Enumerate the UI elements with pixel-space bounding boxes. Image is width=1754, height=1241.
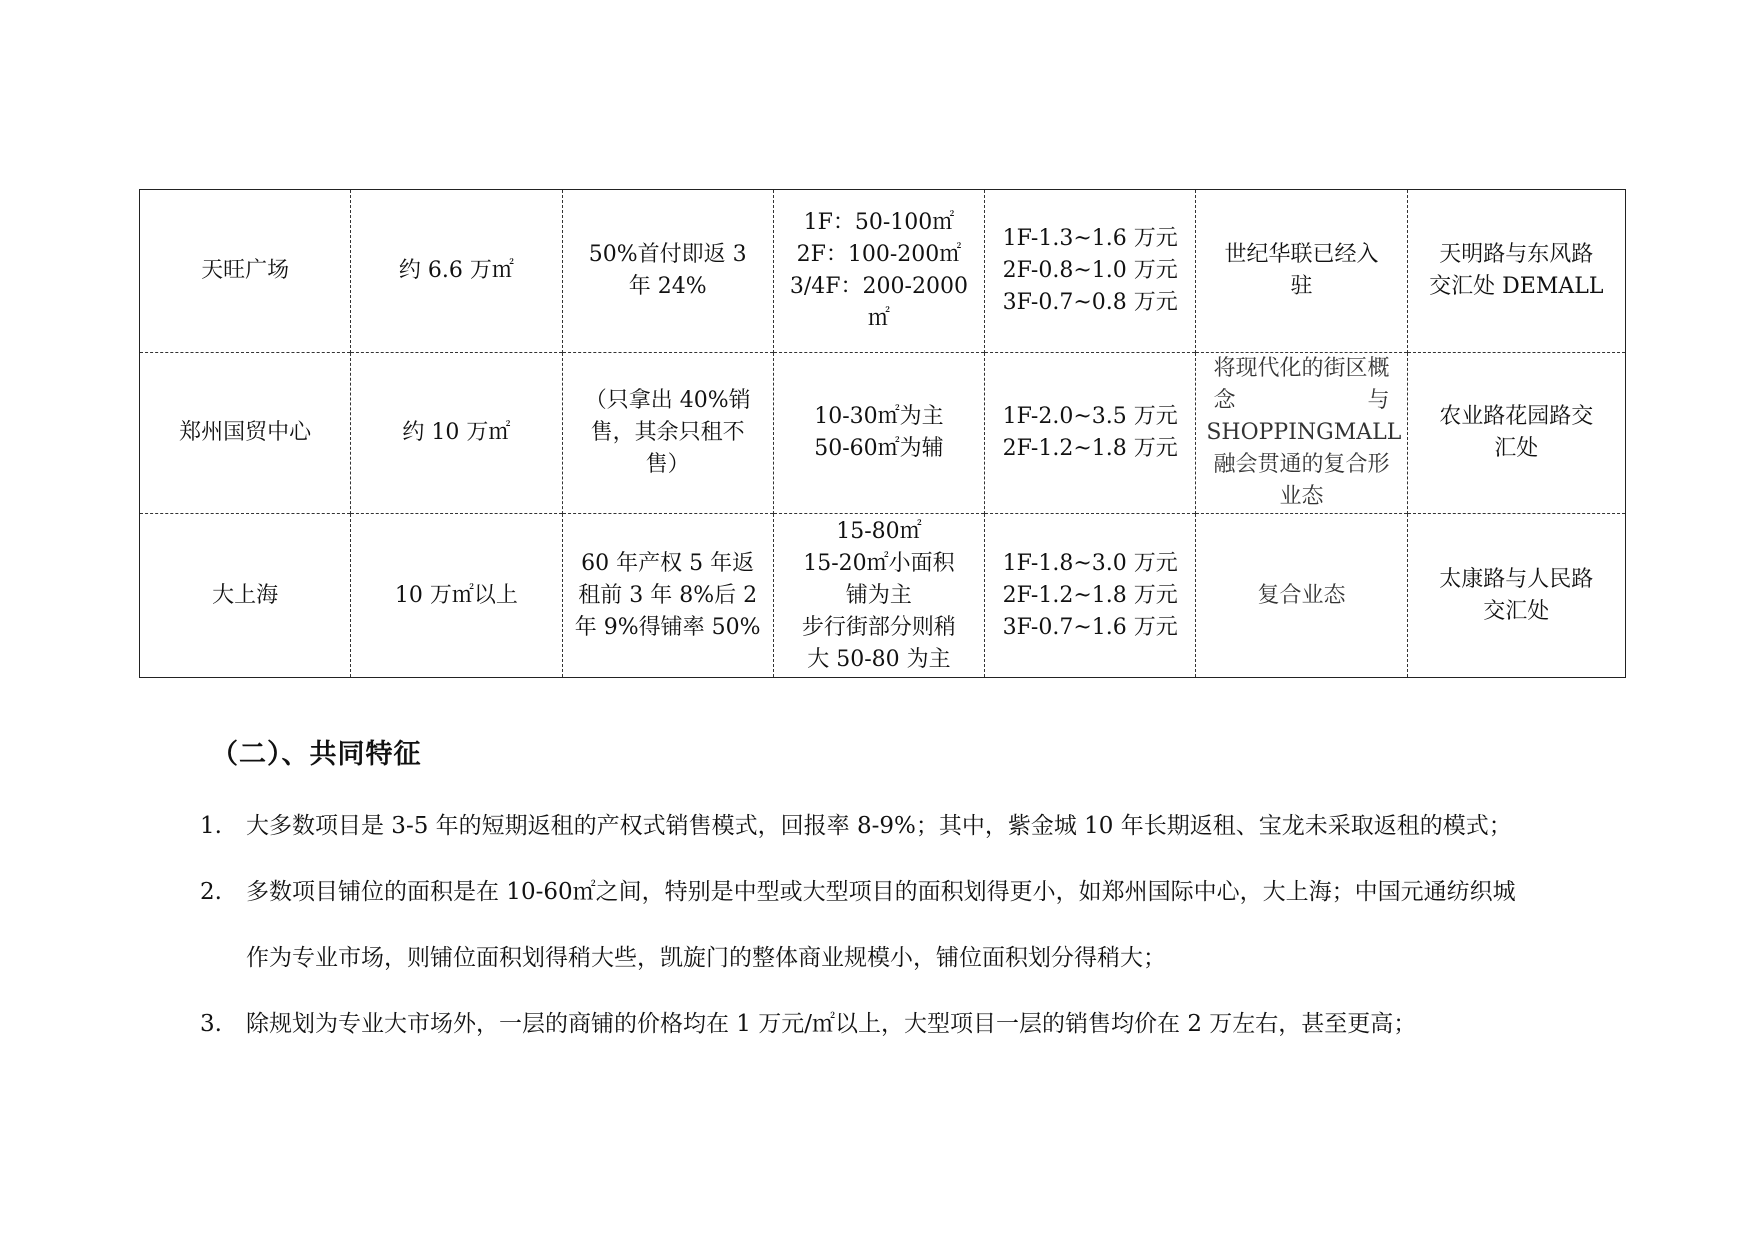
terms-cell: 50%首付即返 3 年 24%	[562, 190, 773, 353]
list-item	[200, 1008, 1416, 1040]
section-heading: （二）、共同特征	[211, 739, 422, 770]
terms-cell: （只拿出 40%销 售，其余只租不 售）	[562, 353, 773, 514]
shop-size-cell: 15-80㎡ 15-20㎡小面积 铺为主 步行街部分则稍 大 50-80 为主	[773, 514, 984, 678]
location-cell: 天明路与东风路 交汇处 DEMALL	[1407, 190, 1625, 353]
area-cell: 10 万㎡以上	[351, 514, 562, 678]
terms-cell: 60 年产权 5 年返 租前 3 年 8%后 2 年 9%得铺率 50%	[562, 514, 773, 678]
project-name-cell: 大上海	[140, 514, 351, 678]
table-row	[140, 353, 1626, 514]
project-name-cell: 郑州国贸中心	[140, 353, 351, 514]
location-cell: 太康路与人民路 交汇处	[1407, 514, 1625, 678]
project-comparison-table	[139, 189, 1626, 678]
area-cell: 约 6.6 万㎡	[351, 190, 562, 353]
shop-size-cell: 1F：50-100㎡ 2F：100-200㎡ 3/4F：200-2000 ㎡	[773, 190, 984, 353]
list-text: 大多数项目是 3-5 年的短期返租的产权式销售模式，回报率 8-9%；其中，紫金城 10 年长期返租、宝龙未采取返租的模式；	[246, 813, 1512, 839]
list-item-continuation: 作为专业市场，则铺位面积划得稍大些，凯旋门的整体商业规模小，铺位面积划分得稍大；	[246, 945, 1166, 971]
list-number: 1.	[200, 813, 222, 839]
project-name-cell: 天旺广场	[201, 258, 290, 283]
list-text: 多数项目铺位的面积是在 10-60㎡之间，特别是中型或大型项目的面积划得更小，如郑州国际中心，大上海；中国元通纺织城	[246, 879, 1516, 905]
price-cell: 1F-1.8~3.0 万元 2F-1.2~1.8 万元 3F-0.7~1.6 万元	[985, 514, 1196, 678]
shop-size-cell: 10-30㎡为主 50-60㎡为辅	[773, 353, 984, 514]
table-row	[140, 514, 1626, 678]
area-cell: 约 10 万㎡	[351, 353, 562, 514]
price-cell: 1F-1.3~1.6 万元 2F-0.8~1.0 万元 3F-0.7~0.8 万元	[985, 190, 1196, 353]
list-number: 2.	[200, 879, 222, 905]
price-cell: 1F-2.0~3.5 万元 2F-1.2~1.8 万元	[985, 353, 1196, 514]
location-cell: 农业路花园路交 汇处	[1407, 353, 1625, 514]
format-cell: 世纪华联已经入 驻	[1196, 190, 1407, 353]
table-row	[140, 190, 1626, 353]
format-cell: 复合业态	[1196, 514, 1407, 678]
list-text: 除规划为专业大市场外，一层的商铺的价格均在 1 万元/㎡以上，大型项目一层的销售均价在 2 万左右，甚至更高；	[246, 1011, 1417, 1037]
list-item	[200, 810, 1512, 842]
list-item	[200, 876, 1516, 908]
list-number: 3.	[200, 1011, 222, 1037]
format-cell: 将现代化的街区概 念 与 SHOPPINGMALL 融会贯通的复合形 业态	[1196, 353, 1407, 514]
